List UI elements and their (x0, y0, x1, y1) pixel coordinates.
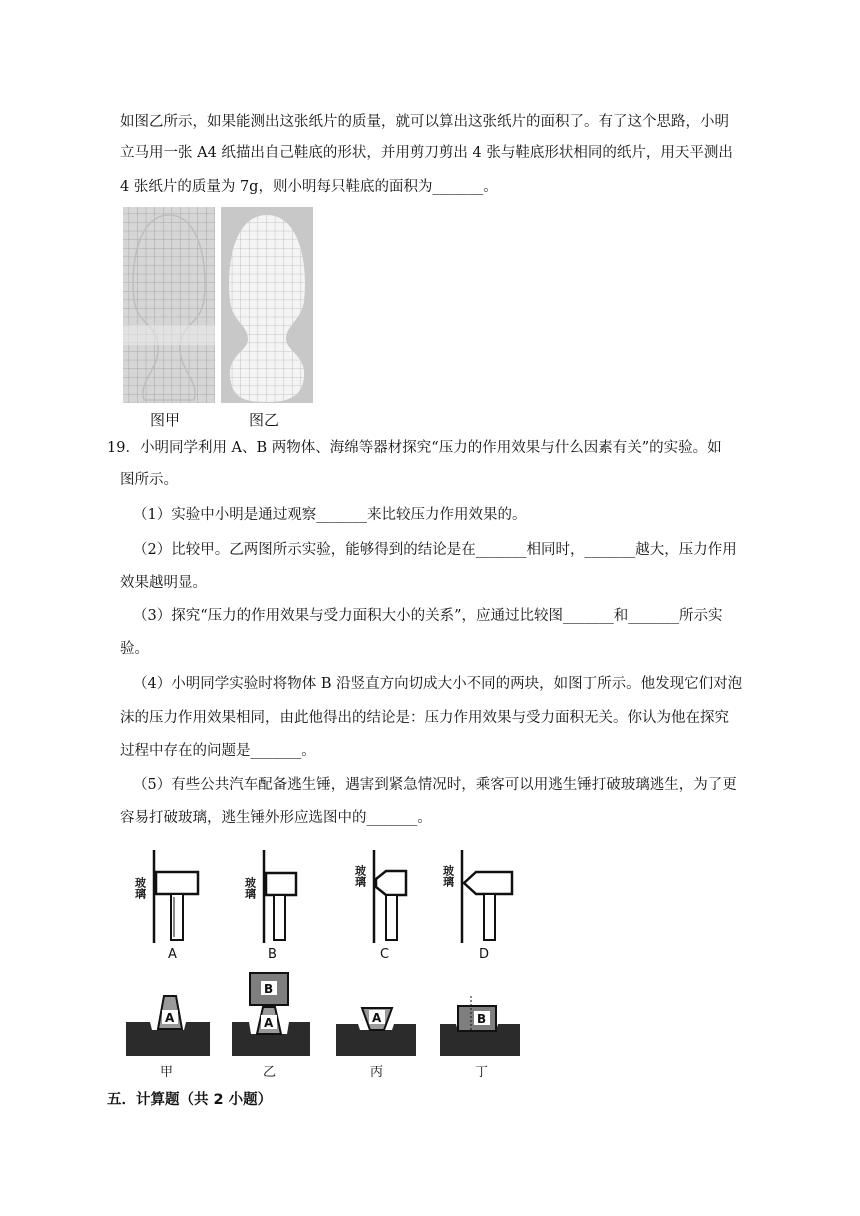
hammer-d (462, 850, 512, 943)
hammer-c (374, 850, 406, 943)
hammer-label-d: D (479, 947, 490, 962)
hammer-b (264, 850, 296, 943)
q19-part-4-line-2: 沫的压力作用效果相同，由此他得出的结论是：压力作用效果与受力面积无关。你认为他在探究 (120, 710, 729, 726)
q19-part-5-line-1: （5）有些公共汽车配备逃生锤，遇害到紧急情况时，乘客可以用逃生锤打破玻璃逃生，为了更 (133, 777, 737, 793)
sponge-pressure-figure (122, 968, 524, 1083)
figure-yi-photo (221, 207, 313, 403)
sponge-label-yi: 乙 (263, 1065, 277, 1080)
glass-label-c: 玻璃 (353, 865, 367, 887)
escape-hammer-figure (124, 845, 524, 970)
q19-part-3-line-1: （3）探究“压力的作用效果与受力面积大小的关系”，应通过比较图_______和_______所示实 (133, 608, 723, 624)
figure-jia-caption: 图甲 (150, 411, 181, 429)
intro-line-2: 立马用一张 A4 纸描出自己鞋底的形状，并用剪刀剪出 4 张与鞋底形状相同的纸片，用天平测出 (120, 145, 733, 161)
q19-part-1: （1）实验中小明是通过观察_______来比较压力作用效果的。 (133, 507, 527, 523)
q19-stem-line-2: 图所示。 (120, 472, 178, 488)
sponge-label-jia: 甲 (160, 1065, 174, 1080)
shoe-sole-figure (120, 205, 316, 430)
section-5-heading: 五．计算题（共 2 小题） (107, 1092, 273, 1108)
q19-stem-line-1: 19．小明同学利用 A、B 两物体、海绵等器材探究“压力的作用效果与什么因素有关”的实验。如 (107, 440, 722, 456)
q19-part-2-line-2: 效果越明显。 (120, 575, 207, 591)
sponge-label-ding: 丁 (475, 1065, 489, 1080)
intro-line-3: 4 张纸片的质量为 7g，则小明每只鞋底的面积为_______。 (120, 179, 498, 195)
hammer-a (154, 850, 198, 943)
figure-jia-photo (123, 207, 215, 403)
glass-label-b: 玻璃 (243, 877, 257, 899)
block-a-label-jia: A (165, 1011, 175, 1025)
glass-label-d: 玻璃 (441, 865, 455, 887)
q19-part-5-line-2: 容易打破玻璃，逃生锤外形应选图中的_______。 (120, 810, 432, 826)
hammer-label-a: A (168, 947, 177, 962)
sponge-label-bing: 丙 (370, 1065, 384, 1080)
q19-part-2-line-1: （2）比较甲。乙两图所示实验，能够得到的结论是在_______相同时，_______越大，压力作用 (133, 542, 737, 558)
q19-part-4-line-3: 过程中存在的问题是_______。 (120, 743, 316, 759)
block-a-label-yi: A (264, 1016, 274, 1030)
q19-part-4-line-1: （4）小明同学实验时将物体 B 沿竖直方向切成大小不同的两块，如图丁所示。他发现它们对泡 (133, 676, 743, 692)
block-b-label-yi: B (264, 982, 274, 996)
block-b-label-ding: B (477, 1012, 487, 1026)
glass-label-a: 玻璃 (133, 877, 147, 899)
intro-line-1: 如图乙所示，如果能测出这张纸片的质量，就可以算出这张纸片的面积了。有了这个思路，小明 (120, 114, 729, 130)
block-a-label-bing: A (372, 1011, 382, 1025)
figure-yi-caption: 图乙 (249, 411, 280, 429)
q19-part-3-line-2: 验。 (120, 641, 149, 657)
hammer-label-b: B (268, 947, 277, 962)
hammer-label-c: C (380, 947, 390, 962)
